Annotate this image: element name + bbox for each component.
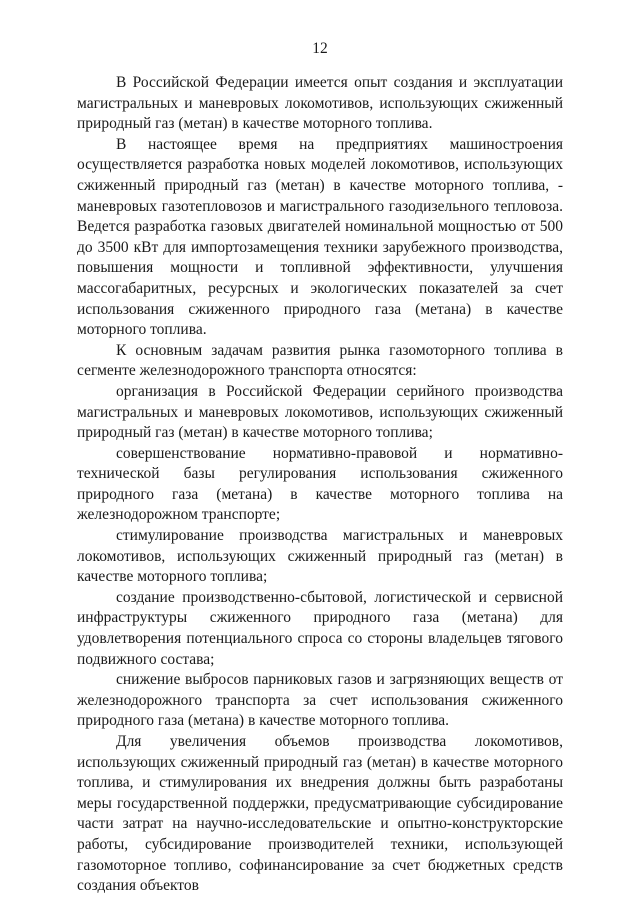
list-item-regulatory-base: совершенствование нормативно-правовой и нормативно-технической базы регулирования использования сжиженного природного газа (метана) в качестве моторного топлива на железнодорожном транспорте;	[77, 444, 563, 524]
list-item-emissions-reduction: снижение выбросов парниковых газов и загрязняющих веществ от железнодорожного транспорта за счет использования сжиженного природного газа (метана) в качестве моторного топлива.	[77, 671, 563, 730]
list-item-production-stimulation: стимулирование производства магистральных и маневровых локомотивов, использующих сжиженный природный газ (метан) в качестве моторного топлива;	[77, 527, 563, 586]
page-number: 12	[312, 40, 328, 57]
paragraph-russian-experience: В Российской Федерации имеется опыт создания и эксплуатации магистральных и маневровых локомотивов, использующих сжиженный природный газ (метан) в качестве моторного топлива.	[77, 74, 563, 133]
list-item-infrastructure: создание производственно-сбытовой, логистической и сервисной инфраструктуры сжиженного природного газа (метана) для удовлетворения потенциального спроса со стороны владельцев тягового подвижного состава;	[77, 588, 563, 668]
paragraph-new-locomotive-development: В настоящее время на предприятиях машиностроения осуществляется разработка новых моделей локомотивов, использующих сжиженный природный газ (метан) в качестве моторного топлива, - маневровых газотепловозов и магистрального газодизельного тепловоза. Ведется разработка газовых двигателей номинальной мощностью от 500 до 3500 кВт для импортозамещения техники зарубежного производства, повышения мощности и топливной эффективности, улучшения массогабаритных, ресурсных и экологических показателей за счет использования сжиженного природного газа (метана) в качестве моторного топлива.	[77, 135, 563, 339]
paragraph-state-support: Для увеличения объемов производства локомотивов, использующих сжиженный природный газ (метан) в качестве моторного топлива, и стимулирования их внедрения должны быть разработаны меры государственной поддержки, предусматривающие субсидирование части затрат на научно-исследовательские и опытно-конструкторские работы, субсидирование производителей техники, использующей газомоторное топливо, софинансирование за счет бюджетных средств создания объектов	[77, 733, 563, 895]
paragraph-main-tasks-intro: К основным задачам развития рынка газомоторного топлива в сегменте железнодорожного транспорта относятся:	[77, 341, 563, 380]
document-body	[77, 73, 563, 897]
list-item-serial-production: организация в Российской Федерации серийного производства магистральных и маневровых локомотивов, использующих сжиженный природный газ (метан) в качестве моторного топлива;	[77, 382, 563, 442]
